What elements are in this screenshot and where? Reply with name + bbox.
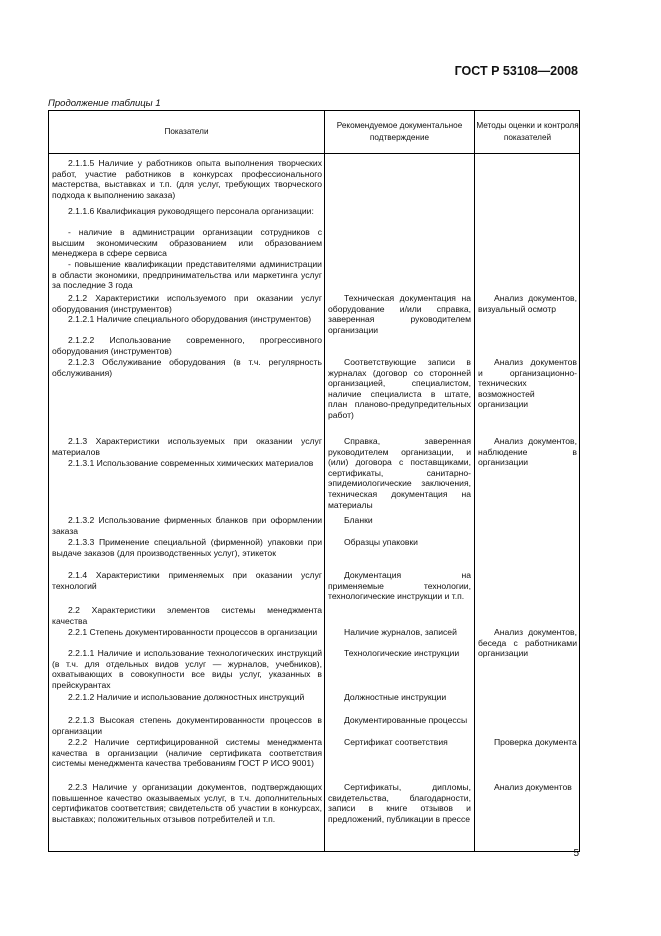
table-cell-indicator: 2.2.1.3 Высокая степень документированности процессов в организации bbox=[52, 715, 322, 736]
column-header-methods: Методы оценки и контроля показателей bbox=[476, 121, 579, 142]
table-cell-document: Бланки bbox=[344, 515, 373, 525]
table-cell-indicator: 2.2 Характеристики элементов системы менеджмента качества bbox=[52, 605, 322, 626]
column-divider bbox=[474, 111, 475, 851]
page-number: 5 bbox=[573, 848, 579, 859]
table-cell-indicator: 2.2.1.2 Наличие и использование должностных инструкций bbox=[68, 692, 305, 702]
table-cell-document: Соответствующие записи в журналах (договор со сторонней организацией, специалистом, наличие специалиста в штате, план планово-предупредительных работ) bbox=[328, 357, 471, 420]
table-cell-method: Анализ документов, беседа с работниками организации bbox=[478, 627, 577, 659]
table-cell-indicator: - наличие в администрации организации сотрудников с высшим экономическим образованием или образованием менеджера в сфере сервиса bbox=[52, 227, 322, 259]
table-cell-document: Документация на применяемые технологии, технологические инструкции и т.п. bbox=[328, 570, 471, 602]
table-cell-method: Анализ документов bbox=[494, 782, 572, 792]
table-cell-document: Наличие журналов, записей bbox=[344, 627, 457, 637]
table-cell-method: Анализ документов и организационно-технических возможностей организации bbox=[478, 357, 577, 410]
column-header-indicators: Показатели bbox=[164, 127, 209, 136]
table-cell-document: Справка, заверенная руководителем организации, и (или) договора с поставщиками, сертификаты, санитарно-эпидемиологические заключения, техническая документация на материалы bbox=[328, 436, 471, 510]
table-cell-indicator: 2.1.1.6 Квалификация руководящего персонала организации: bbox=[68, 206, 314, 216]
document-standard-number: ГОСТ Р 53108—2008 bbox=[454, 64, 578, 78]
table-cell-indicator: 2.1.2.2 Использование современного, прогрессивного оборудования (инструментов) bbox=[52, 335, 322, 356]
table-cell-indicator: 2.1.3.2 Использование фирменных бланков при оформлении заказа bbox=[52, 515, 322, 536]
table-cell-indicator: 2.1.1.5 Наличие у работников опыта выполнения творческих работ, участие работников в конкурсах профессионального мастерства, выставках и т.п. (для услуг, требующих творческого подхода к выполнению заказа) bbox=[52, 158, 322, 200]
table-cell-document: Технологические инструкции bbox=[344, 648, 460, 658]
table-cell-document: Сертификат соответствия bbox=[344, 737, 448, 747]
table-cell-document: Техническая документация на оборудование и/или справка, заверенная руководителем организации bbox=[328, 293, 471, 335]
table-cell-indicator: 2.1.2.3 Обслуживание оборудования (в т.ч. регулярность обслуживания) bbox=[52, 357, 322, 378]
table-cell-document: Документированные процессы bbox=[344, 715, 468, 725]
table-cell-indicator: 2.1.2 Характеристики используемого при оказании услуг оборудования (инструментов) bbox=[52, 293, 322, 314]
table-cell-document: Образцы упаковки bbox=[344, 537, 418, 547]
table-cell-indicator: 2.2.1 Степень документированности процессов в организации bbox=[68, 627, 318, 637]
table-cell-indicator: - повышение квалификации представителями администрации в области экономики, предпринимательства или маркетинга услуг за последние 3 года bbox=[52, 259, 322, 291]
column-divider bbox=[324, 111, 325, 851]
table-cell-indicator: 2.1.3.1 Использование современных химических материалов bbox=[68, 458, 314, 468]
table-cell-indicator: 2.1.4 Характеристики применяемых при оказании услуг технологий bbox=[52, 570, 322, 591]
table-cell-indicator: 2.1.2.1 Наличие специального оборудования (инструментов) bbox=[68, 314, 312, 324]
table-cell-method: Проверка документа bbox=[494, 737, 577, 747]
table-cell-document: Сертификаты, дипломы, свидетельства, благодарности, записи в книге отзывов и предложений, публикации в прессе bbox=[328, 782, 471, 824]
header-divider bbox=[49, 153, 579, 154]
table-caption: Продолжение таблицы 1 bbox=[48, 98, 161, 109]
table-cell-method: Анализ документов, наблюдение в организации bbox=[478, 436, 577, 468]
table-cell-indicator: 2.1.3 Характеристики используемых при оказании услуг материалов bbox=[52, 436, 322, 457]
indicators-table bbox=[48, 110, 580, 852]
table-cell-indicator: 2.2.1.1 Наличие и использование технологических инструкций (в т.ч. для отдельных видов услуг — журналов, учебников), охватывающих в совокупности все виды услуг, указанных в прейскурантах bbox=[52, 648, 322, 690]
table-cell-indicator: 2.2.2 Наличие сертифицированной системы менеджмента качества в организации (наличие сертификата соответствия системы менеджмента качества требованиям ГОСТ Р ИСО 9001) bbox=[52, 737, 322, 769]
table-cell-method: Анализ документов, визуальный осмотр bbox=[478, 293, 577, 314]
table-cell-indicator: 2.2.3 Наличие у организации документов, подтверждающих повышенное качество оказываемых услуг, в т.ч. дополнительных сертификатов соответствия; свидетельств об участии в конкурсах, выставках; положительных отзывов потребителей и т.п. bbox=[52, 782, 322, 824]
table-cell-indicator: 2.1.3.3 Применение специальной (фирменной) упаковки при выдаче заказов (для производственных услуг), этикеток bbox=[52, 537, 322, 558]
column-header-documents: Рекомендуемое документальное подтверждение bbox=[336, 121, 463, 142]
table-cell-document: Должностные инструкции bbox=[344, 692, 447, 702]
